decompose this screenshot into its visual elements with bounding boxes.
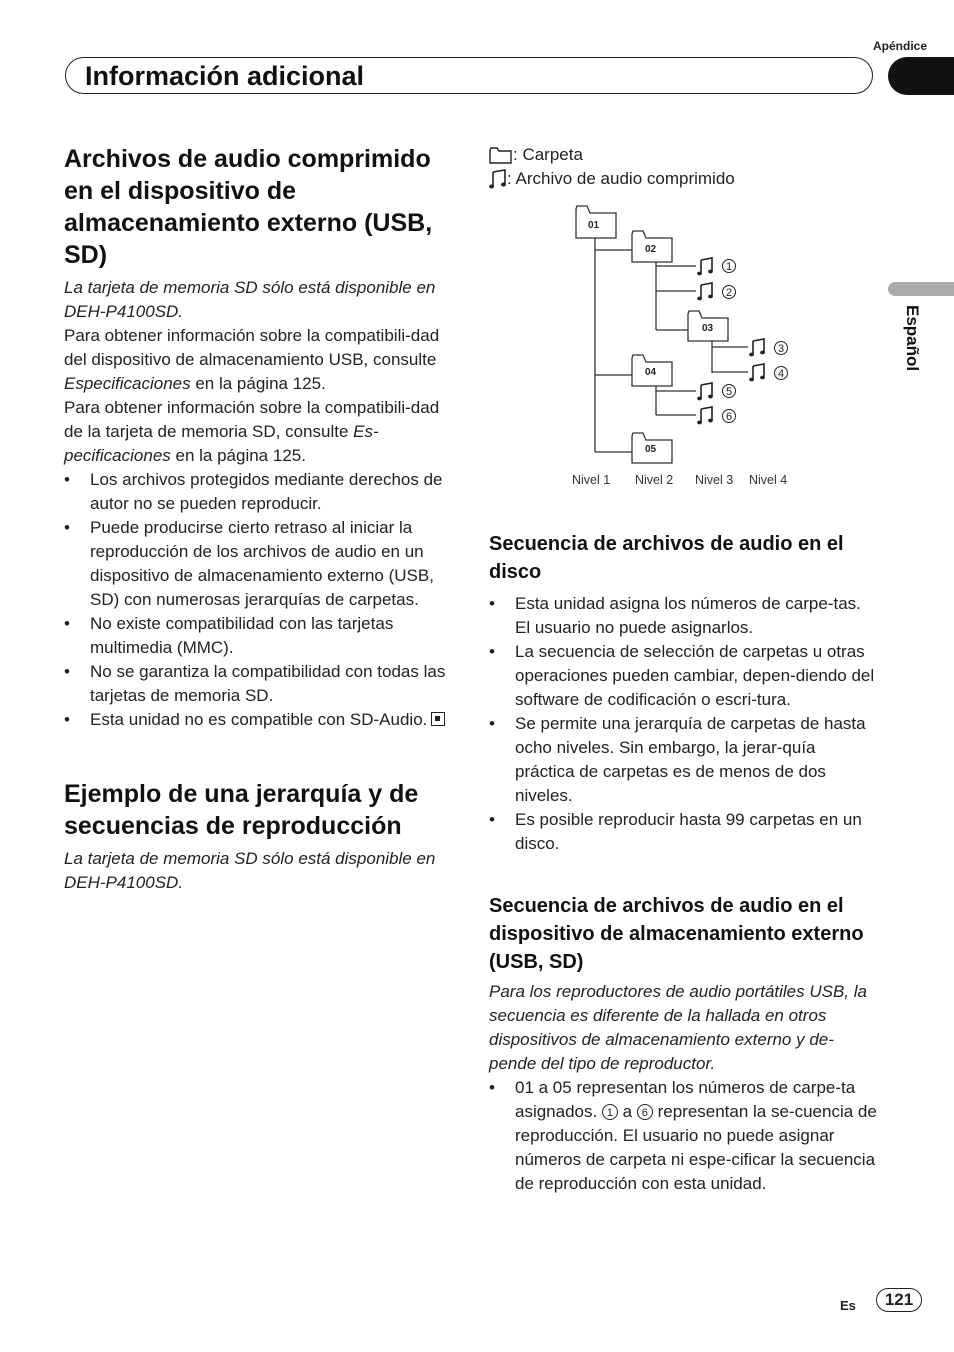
language-side-label: Español	[903, 305, 922, 372]
file-number-1	[723, 260, 736, 274]
svg-text:1: 1	[725, 261, 733, 273]
audio-file-icon	[697, 407, 713, 424]
disc-sequence-bullets	[489, 592, 879, 856]
folder-03	[688, 311, 728, 341]
usb-compat-paragraph: Para obtener información sobre la compatibili-dad del dispositivo de almacenamiento USB, consulte Especificaciones en la página 125.	[64, 326, 440, 393]
heading-audio-files: Archivos de audio comprimido en el dispositivo de almacenamiento externo (USB, SD)	[64, 145, 433, 269]
audio-file-icon	[697, 258, 713, 275]
folder-01	[576, 206, 616, 238]
language-code: Es	[840, 1298, 856, 1313]
legend-folder: : Carpeta	[489, 143, 879, 167]
list-item: • 01 a 05 representan los números de carpe-ta asignados. 1 a 6 representan la se-cuencia de reproducción. El usuario no puede asignar números de carpeta ni espe-cificar la secuencia de reproducción con esta unidad.	[489, 1076, 879, 1196]
svg-text:2: 2	[725, 287, 733, 299]
page-title: Información adicional	[85, 61, 365, 91]
file-number-6	[723, 410, 736, 424]
audio-file-icon	[697, 283, 713, 300]
level-label: Nivel 4	[749, 473, 788, 487]
list-item: • No existe compatibilidad con las tarjetas multimedia (MMC).	[64, 612, 454, 660]
audio-files-bullets	[64, 468, 454, 732]
list-item: • Esta unidad no es compatible con SD-Audio.	[64, 708, 454, 732]
folder-04	[632, 355, 672, 386]
left-column	[64, 143, 454, 895]
svg-text:6: 6	[725, 411, 733, 423]
file-number-5	[723, 385, 736, 399]
folder-05	[632, 433, 672, 463]
sd-compat-paragraph: Para obtener información sobre la compatibili-dad de la tarjeta de memoria SD, consulte Es-pecificaciones en la página 125.	[64, 398, 440, 465]
heading-usb-sequence: Secuencia de archivos de audio en el dispositivo de almacenamiento externo (USB, SD)	[489, 895, 864, 973]
folder-02	[632, 231, 672, 262]
specs-link: Especificaciones	[64, 374, 191, 393]
sd-availability-note: La tarjeta de memoria SD sólo está disponible en DEH-P4100SD.	[64, 278, 436, 321]
file-number-3	[775, 342, 788, 356]
language-tab-marker	[888, 282, 954, 296]
legend-audio-file: : Archivo de audio comprimido	[489, 167, 879, 191]
end-of-section-icon	[431, 712, 445, 726]
file-number-4	[775, 367, 788, 381]
list-item: • No se garantiza la compatibilidad con todas las tarjetas de memoria SD.	[64, 660, 454, 708]
usb-player-note: Para los reproductores de audio portátiles USB, la secuencia es diferente de la hallada en otros dispositivos de almacenamiento externo y de-pende del tipo de reproductor.	[489, 982, 867, 1073]
usb-sequence-bullets	[489, 1076, 879, 1196]
heading-hierarchy-example: Ejemplo de una jerarquía y de secuencias de reproducción	[64, 780, 419, 840]
section-label: Apéndice	[872, 39, 927, 53]
page-number: 121	[876, 1288, 922, 1312]
list-item: • Esta unidad asigna los números de carpe-tas. El usuario no puede asignarlos.	[489, 592, 879, 640]
svg-text:5: 5	[725, 386, 733, 398]
folder-hierarchy-diagram	[560, 200, 820, 500]
level-label: Nivel 3	[695, 473, 734, 487]
list-item: • Se permite una jerarquía de carpetas de hasta ocho niveles. Sin embargo, la jerar-quía práctica de carpetas es de menos de dos niveles.	[489, 712, 879, 808]
svg-text:4: 4	[777, 368, 785, 380]
audio-file-icon	[697, 383, 713, 400]
audio-file-icon	[749, 339, 765, 356]
level-label: Nivel 1	[572, 473, 611, 487]
diagram-legend	[489, 143, 879, 191]
right-column	[489, 530, 879, 1196]
svg-text:04: 04	[645, 367, 657, 378]
level-label: Nivel 2	[635, 473, 674, 487]
circled-number: 6	[637, 1104, 653, 1120]
circled-number: 1	[602, 1104, 618, 1120]
audio-file-icon	[749, 364, 765, 381]
list-item: • Los archivos protegidos mediante derechos de autor no se pueden reproducir.	[64, 468, 454, 516]
heading-disc-sequence: Secuencia de archivos de audio en el disco	[489, 533, 844, 583]
svg-text:3: 3	[777, 343, 785, 355]
music-note-icon	[489, 168, 507, 190]
header-tab	[888, 57, 954, 95]
file-number-2	[723, 286, 736, 300]
list-item: • La secuencia de selección de carpetas u otras operaciones pueden cambiar, depen-diendo del software de codificación o escri-tura.	[489, 640, 879, 712]
svg-text:01: 01	[588, 220, 600, 231]
sd-availability-note-2: La tarjeta de memoria SD sólo está disponible en DEH-P4100SD.	[64, 849, 436, 892]
svg-text:05: 05	[645, 444, 657, 455]
svg-text:03: 03	[702, 323, 714, 334]
specs-link: Es-pecificaciones	[64, 422, 379, 465]
list-item: • Es posible reproducir hasta 99 carpetas en un disco.	[489, 808, 879, 856]
svg-text:02: 02	[645, 244, 657, 255]
list-item: • Puede producirse cierto retraso al iniciar la reproducción de los archivos de audio en un dispositivo de almacenamiento externo (USB, SD) con numerosas jerarquías de carpetas.	[64, 516, 454, 612]
folder-icon	[489, 146, 513, 164]
